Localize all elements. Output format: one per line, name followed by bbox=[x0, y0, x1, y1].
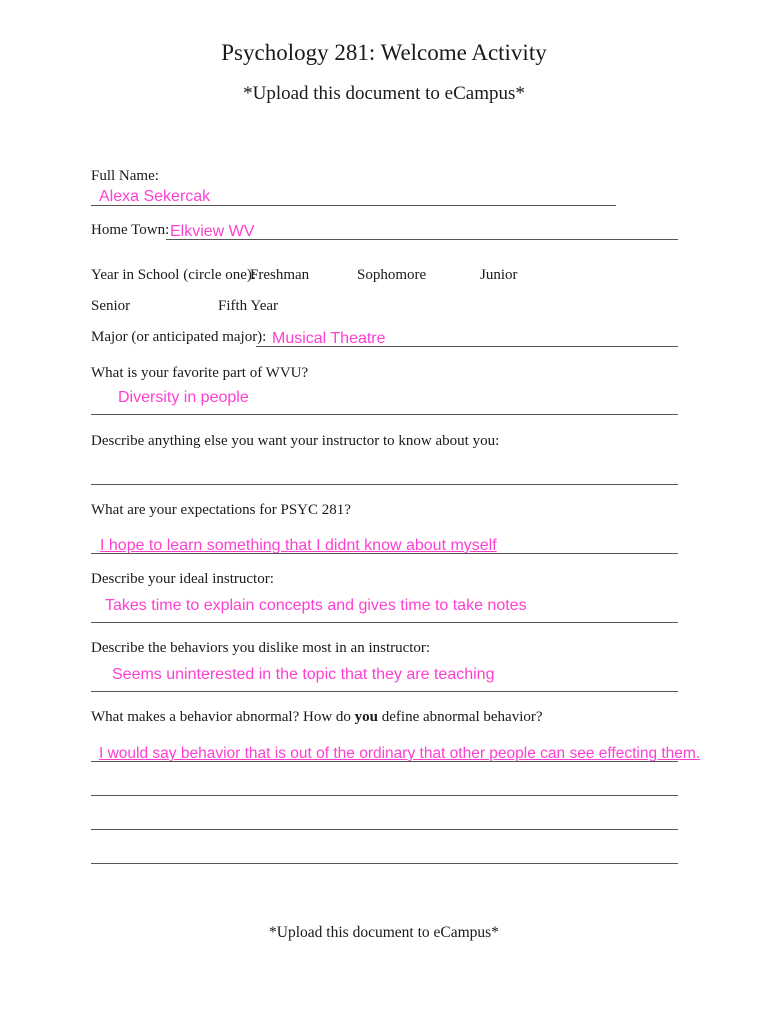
dislike-question: Describe the behaviors you dislike most in an instructor: bbox=[91, 640, 431, 656]
abnormal-question-part1: What makes a behavior abnormal? How do bbox=[91, 709, 355, 725]
full-name-value: Alexa Sekercak bbox=[99, 188, 211, 205]
favorite-part-line bbox=[91, 414, 678, 415]
home-town-line bbox=[166, 239, 678, 240]
home-town-value: Elkview WV bbox=[170, 223, 255, 240]
upload-note-bottom: *Upload this document to eCampus* bbox=[269, 924, 499, 941]
ideal-instructor-answer: Takes time to explain concepts and gives time to take notes bbox=[105, 597, 527, 614]
abnormal-answer: I would say behavior that is out of the ordinary that other people can see effecting them. bbox=[99, 745, 701, 762]
expectations-question: What are your expectations for PSYC 281? bbox=[91, 502, 351, 518]
major-label: Major (or anticipated major): bbox=[91, 329, 267, 345]
ideal-instructor-line bbox=[91, 622, 678, 623]
full-name-line bbox=[91, 205, 616, 206]
full-name-label: Full Name: bbox=[91, 168, 159, 184]
abnormal-line-4 bbox=[91, 863, 678, 864]
dislike-answer: Seems uninterested in the topic that they are teaching bbox=[112, 666, 495, 683]
anything-else-question: Describe anything else you want your instructor to know about you: bbox=[91, 433, 500, 449]
abnormal-line-1 bbox=[91, 761, 678, 762]
abnormal-line-3 bbox=[91, 829, 678, 830]
major-value: Musical Theatre bbox=[272, 330, 386, 347]
favorite-part-question: What is your favorite part of WVU? bbox=[91, 365, 309, 381]
upload-note-top: *Upload this document to eCampus* bbox=[243, 83, 525, 104]
ideal-instructor-question: Describe your ideal instructor: bbox=[91, 571, 274, 587]
page-title: Psychology 281: Welcome Activity bbox=[221, 40, 547, 65]
favorite-part-answer: Diversity in people bbox=[118, 389, 249, 406]
year-option-junior: Junior bbox=[480, 267, 518, 283]
year-option-sophomore: Sophomore bbox=[357, 267, 427, 283]
major-line bbox=[256, 346, 678, 347]
expectations-answer: I hope to learn something that I didnt know about myself bbox=[100, 537, 497, 554]
year-option-fifth-year: Fifth Year bbox=[218, 298, 279, 314]
year-option-freshman: Freshman bbox=[250, 267, 310, 283]
abnormal-question bbox=[91, 709, 543, 726]
dislike-line bbox=[91, 691, 678, 692]
abnormal-question-emphasis: you bbox=[354, 709, 379, 725]
year-in-school-label: Year in School (circle one): bbox=[91, 267, 257, 283]
year-option-senior: Senior bbox=[91, 298, 131, 314]
anything-else-line bbox=[91, 484, 678, 485]
abnormal-question-part2: define abnormal behavior? bbox=[378, 709, 543, 725]
home-town-label: Home Town: bbox=[91, 222, 170, 238]
expectations-line bbox=[91, 553, 678, 554]
abnormal-line-2 bbox=[91, 795, 678, 796]
